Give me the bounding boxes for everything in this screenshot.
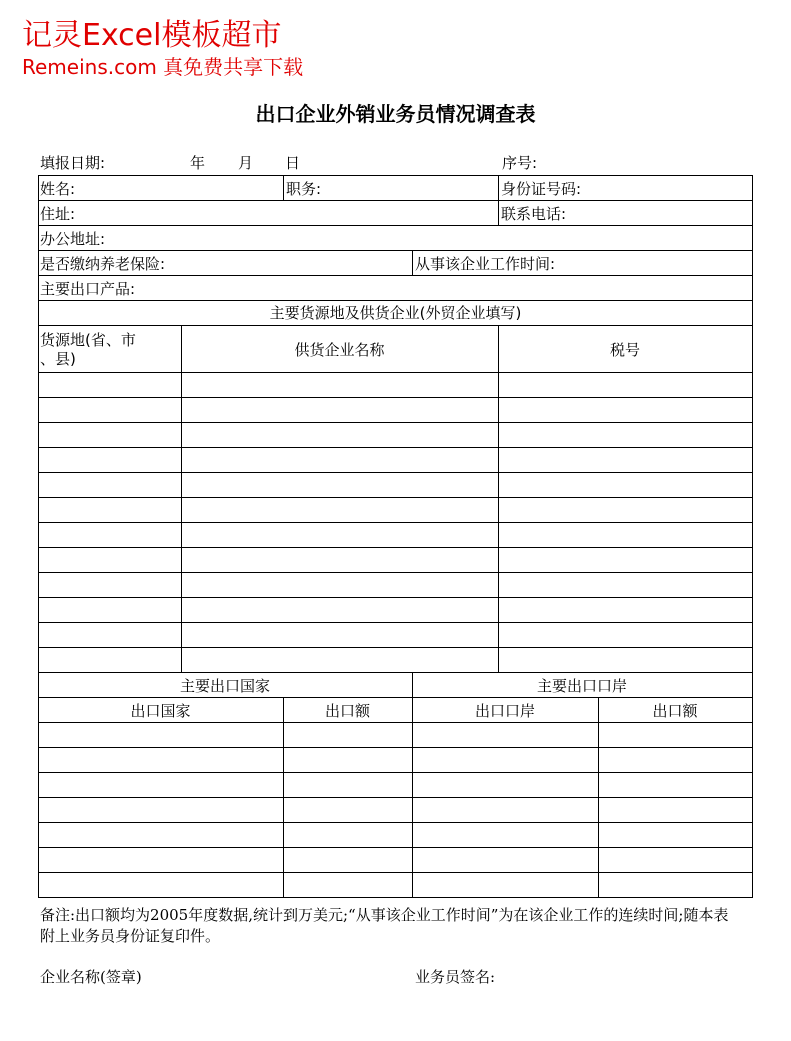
- company-seal-label: 企业名称(签章): [40, 968, 142, 986]
- page-title: 出口企业外销业务员情况调查表: [255, 102, 536, 126]
- row-line: [38, 622, 753, 623]
- row-line: [38, 872, 753, 873]
- col-line: [498, 175, 499, 225]
- row-line: [38, 847, 753, 848]
- name-label: 姓名:: [40, 180, 76, 198]
- row-line: [38, 300, 753, 301]
- address-label: 住址:: [40, 205, 76, 223]
- port-amount-header: 出口额: [652, 702, 698, 720]
- main-product-label: 主要出口产品:: [40, 280, 136, 298]
- id-number-label: 身份证号码:: [501, 180, 582, 198]
- supply-company-header: 供货企业名称: [294, 341, 385, 359]
- col-line: [598, 697, 599, 897]
- export-ports-title: 主要出口口岸: [536, 677, 627, 695]
- table-border-left: [38, 175, 39, 897]
- phone-label: 联系电话:: [501, 205, 567, 223]
- row-line: [38, 747, 753, 748]
- year-label: 年: [190, 154, 206, 172]
- row-line: [38, 897, 753, 898]
- col-line: [181, 325, 182, 672]
- supply-source-header: [40, 331, 136, 369]
- row-line: [38, 772, 753, 773]
- supply-source-header-line1: 货源地(省、市: [40, 331, 136, 349]
- row-line: [38, 422, 753, 423]
- fill-date-label: 填报日期:: [40, 154, 106, 172]
- month-label: 月: [238, 154, 254, 172]
- row-line: [38, 175, 753, 176]
- export-countries-title: 主要出口国家: [179, 677, 270, 695]
- row-line: [38, 672, 753, 673]
- export-amount-header: 出口额: [324, 702, 370, 720]
- row-line: [38, 275, 753, 276]
- row-line: [38, 472, 753, 473]
- row-line: [38, 572, 753, 573]
- work-time-label: 从事该企业工作时间:: [415, 255, 556, 273]
- note-text: 备注:出口额均为2005年度数据,统计到万美元;“从事该企业工作时间”为在该企业工作的连续时间;随本表附上业务员身份证复印件。: [40, 906, 729, 945]
- row-line: [38, 497, 753, 498]
- col-line: [498, 325, 499, 672]
- day-label: 日: [285, 154, 301, 172]
- row-line: [38, 397, 753, 398]
- row-line: [38, 522, 753, 523]
- tax-number-header: 税号: [609, 341, 640, 359]
- col-line: [283, 697, 284, 897]
- row-line: [38, 325, 753, 326]
- watermark-title: 记灵Excel模板超市: [22, 18, 282, 53]
- salesperson-signature-label: 业务员签名:: [415, 968, 496, 986]
- row-line: [38, 372, 753, 373]
- row-line: [38, 547, 753, 548]
- row-line: [38, 647, 753, 648]
- supply-section-title: 主要货源地及供货企业(外贸企业填写): [269, 304, 522, 322]
- pension-label: 是否缴纳养老保险:: [40, 255, 166, 273]
- row-line: [38, 722, 753, 723]
- export-country-header: 出口国家: [130, 702, 191, 720]
- office-address-label: 办公地址:: [40, 230, 106, 248]
- row-line: [38, 200, 753, 201]
- row-line: [38, 447, 753, 448]
- table-border-right: [752, 175, 753, 897]
- row-line: [38, 822, 753, 823]
- col-line: [283, 175, 284, 200]
- row-line: [38, 250, 753, 251]
- row-line: [38, 697, 753, 698]
- serial-label: 序号:: [502, 154, 538, 172]
- row-line: [38, 597, 753, 598]
- position-label: 职务:: [286, 180, 322, 198]
- col-line: [412, 250, 413, 275]
- supply-source-header-line2: 、县): [40, 350, 76, 368]
- row-line: [38, 797, 753, 798]
- watermark-subtitle: Remeins.com 真免费共享下载: [22, 55, 304, 79]
- export-port-header: 出口口岸: [474, 702, 535, 720]
- row-line: [38, 225, 753, 226]
